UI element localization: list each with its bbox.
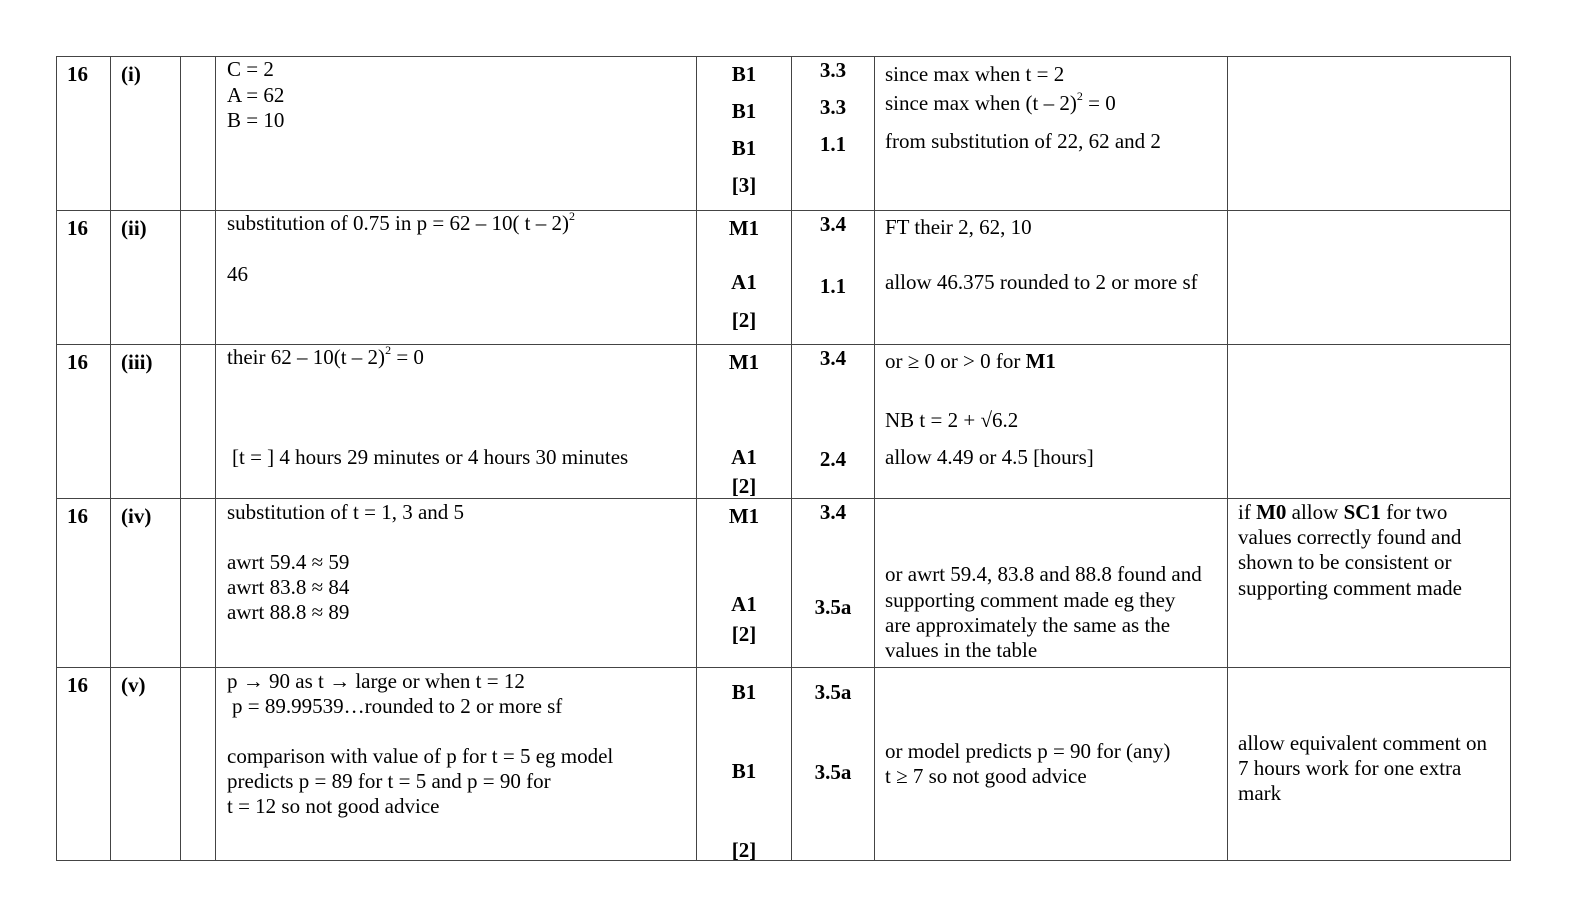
answer-line: substitution of 0.75 in p = 62 – 10( t – 2)$^2$ — [227, 209, 576, 235]
answer-line: awrt 59.4 ≈ 59 — [227, 550, 350, 574]
extra-line: shown to be consistent or — [1238, 550, 1452, 574]
answer-line: A = 62 — [227, 83, 285, 107]
guidance-line: or awrt 59.4, 83.8 and 88.8 found and — [885, 562, 1202, 586]
mark-total: [2] — [731, 838, 757, 862]
question-number: 16 — [67, 350, 88, 374]
answer-line: [t = ] 4 hours 29 minutes or 4 hours 30 minutes — [232, 445, 629, 469]
cell-blank — [180, 498, 216, 667]
cell-extra — [1227, 210, 1511, 344]
mark-code: B1 — [731, 62, 757, 86]
mark-code: A1 — [731, 592, 757, 616]
guidance-line: t ≥ 7 so not good advice — [885, 764, 1087, 788]
cell-blank — [180, 344, 216, 498]
guidance-line: NB t = 2 + √6.2 — [885, 408, 1019, 432]
guidance-line: are approximately the same as the — [885, 613, 1171, 637]
mark-code: M1 — [728, 350, 760, 374]
mark-code: B1 — [731, 136, 757, 160]
cell-answer — [215, 56, 697, 210]
guidance-line: allow 46.375 rounded to 2 or more sf — [885, 270, 1198, 294]
mark-total: [2] — [731, 474, 757, 498]
question-number: 16 — [67, 673, 88, 697]
mark-code: M1 — [728, 504, 760, 528]
mark-total: [3] — [731, 173, 757, 197]
question-number: 16 — [67, 216, 88, 240]
extra-line: allow equivalent comment on — [1238, 731, 1488, 755]
extra-line: if M0 allow SC1 for two — [1238, 500, 1448, 524]
answer-line: substitution of t = 1, 3 and 5 — [227, 500, 465, 524]
ao-code: 2.4 — [819, 447, 847, 471]
answer-line: B = 10 — [227, 108, 285, 132]
answer-line: predicts p = 89 for t = 5 and p = 90 for — [227, 769, 551, 793]
ao-code: 3.4 — [819, 500, 847, 524]
answer-line: their 62 – 10(t – 2)$^2$ = 0 — [227, 343, 424, 369]
mark-code: B1 — [731, 680, 757, 704]
ao-code: 3.3 — [819, 58, 847, 82]
cell-extra — [1227, 56, 1511, 210]
answer-line: awrt 88.8 ≈ 89 — [227, 600, 350, 624]
guidance-line: since max when (t – 2)$^2$ = 0 — [885, 89, 1116, 115]
guidance-line: supporting comment made eg they — [885, 588, 1176, 612]
ao-code: 3.5a — [814, 595, 852, 619]
mark-code: B1 — [731, 99, 757, 123]
mark-code: A1 — [731, 270, 757, 294]
mark-total: [2] — [731, 622, 757, 646]
extra-line: values correctly found and — [1238, 525, 1462, 549]
ao-code: 3.4 — [819, 346, 847, 370]
answer-line: p = 89.99539…rounded to 2 or more sf — [232, 694, 563, 718]
extra-line: supporting comment made — [1238, 576, 1462, 600]
guidance-line: or ≥ 0 or > 0 for M1 — [885, 349, 1056, 373]
ao-code: 1.1 — [819, 132, 847, 156]
part-label: (iii) — [121, 350, 153, 374]
question-number: 16 — [67, 504, 88, 528]
ao-code: 3.3 — [819, 95, 847, 119]
mark-code: B1 — [731, 759, 757, 783]
extra-line: 7 hours work for one extra — [1238, 756, 1462, 780]
part-label: (v) — [121, 673, 146, 697]
part-label: (iv) — [121, 504, 152, 528]
part-label: (ii) — [121, 216, 147, 240]
guidance-line: since max when t = 2 — [885, 62, 1065, 86]
guidance-line: FT their 2, 62, 10 — [885, 215, 1032, 239]
cell-extra — [1227, 344, 1511, 498]
guidance-line: from substitution of 22, 62 and 2 — [885, 129, 1161, 153]
mark-code: A1 — [731, 445, 757, 469]
mark-total: [2] — [731, 308, 757, 332]
answer-line: C = 2 — [227, 57, 274, 81]
part-label: (i) — [121, 62, 141, 86]
cell-blank — [180, 667, 216, 861]
extra-line: mark — [1238, 781, 1282, 805]
ao-code: 3.4 — [819, 212, 847, 236]
ao-code: 1.1 — [819, 274, 847, 298]
answer-line: comparison with value of p for t = 5 eg model — [227, 744, 614, 768]
guidance-line: allow 4.49 or 4.5 [hours] — [885, 445, 1094, 469]
ao-code: 3.5a — [814, 680, 852, 704]
guidance-line: values in the table — [885, 638, 1038, 662]
cell-blank — [180, 56, 216, 210]
cell-blank — [180, 210, 216, 344]
ao-code: 3.5a — [814, 760, 852, 784]
answer-line: awrt 83.8 ≈ 84 — [227, 575, 350, 599]
answer-line: p → 90 as t → large or when t = 12 — [227, 669, 525, 693]
answer-line: 46 — [227, 262, 248, 286]
mark-code: M1 — [728, 216, 760, 240]
question-number: 16 — [67, 62, 88, 86]
answer-line: t = 12 so not good advice — [227, 794, 440, 818]
guidance-line: or model predicts p = 90 for (any) — [885, 739, 1171, 763]
